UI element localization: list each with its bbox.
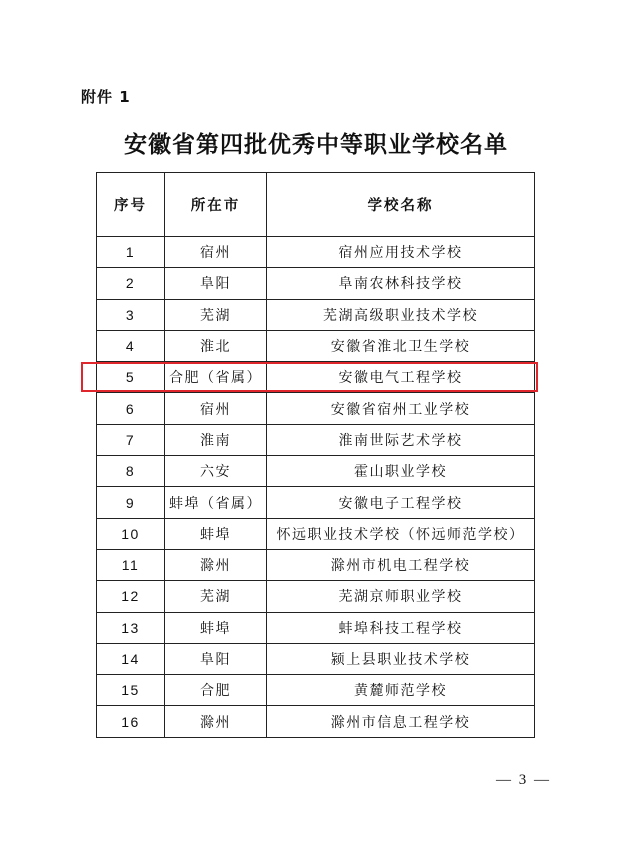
row-city: 滁州 [165, 706, 267, 737]
row-school-name: 蚌埠科技工程学校 [267, 612, 535, 643]
row-city: 蚌埠 [165, 518, 267, 549]
table-row [97, 487, 535, 518]
row-school-name: 滁州市机电工程学校 [267, 549, 535, 580]
row-city: 宿州 [165, 237, 267, 268]
header-city: 所在市 [165, 173, 267, 237]
row-number: 4 [97, 330, 165, 361]
row-city: 宿州 [165, 393, 267, 424]
table-header-row [97, 173, 535, 237]
page-number: — 3 — [496, 772, 551, 788]
table-row [97, 330, 535, 361]
row-number: 13 [97, 612, 165, 643]
row-number: 6 [97, 393, 165, 424]
row-school-name: 颍上县职业技术学校 [267, 643, 535, 674]
row-number: 5 [97, 362, 165, 393]
row-city: 蚌埠 [165, 612, 267, 643]
attachment-label: 附件 1 [81, 88, 131, 106]
row-city: 阜阳 [165, 268, 267, 299]
table-row [97, 549, 535, 580]
row-school-name: 芜湖高级职业技术学校 [267, 299, 535, 330]
row-city: 阜阳 [165, 643, 267, 674]
row-city: 蚌埠（省属） [165, 487, 267, 518]
table-row [97, 456, 535, 487]
row-school-name: 阜南农林科技学校 [267, 268, 535, 299]
document-title: 安徽省第四批优秀中等职业学校名单 [124, 132, 508, 158]
row-number: 11 [97, 549, 165, 580]
row-number: 3 [97, 299, 165, 330]
table-row [97, 581, 535, 612]
row-school-name: 安徽省宿州工业学校 [267, 393, 535, 424]
row-city: 六安 [165, 456, 267, 487]
row-city: 淮北 [165, 330, 267, 361]
header-number: 序号 [97, 173, 165, 237]
table-row [97, 612, 535, 643]
school-list-table [96, 172, 535, 738]
table-row [97, 643, 535, 674]
row-number: 16 [97, 706, 165, 737]
row-school-name: 安徽省淮北卫生学校 [267, 330, 535, 361]
table-row [97, 268, 535, 299]
table-row [97, 675, 535, 706]
row-number: 7 [97, 424, 165, 455]
table-row [97, 299, 535, 330]
row-school-name: 霍山职业学校 [267, 456, 535, 487]
row-city: 合肥 [165, 675, 267, 706]
row-number: 2 [97, 268, 165, 299]
row-school-name: 宿州应用技术学校 [267, 237, 535, 268]
row-number: 14 [97, 643, 165, 674]
header-school-name: 学校名称 [267, 173, 535, 237]
row-school-name: 芜湖京师职业学校 [267, 581, 535, 612]
row-city: 淮南 [165, 424, 267, 455]
table-row [97, 237, 535, 268]
row-school-name: 怀远职业技术学校（怀远师范学校） [267, 518, 535, 549]
row-number: 12 [97, 581, 165, 612]
row-city: 滁州 [165, 549, 267, 580]
row-school-name: 安徽电子工程学校 [267, 487, 535, 518]
row-number: 10 [97, 518, 165, 549]
table-row [97, 706, 535, 737]
row-school-name: 黄麓师范学校 [267, 675, 535, 706]
row-city: 芜湖 [165, 581, 267, 612]
table-row-highlighted [97, 362, 535, 393]
row-city: 合肥（省属） [165, 362, 267, 393]
row-number: 1 [97, 237, 165, 268]
row-school-name: 安徽电气工程学校 [267, 362, 535, 393]
table-row [97, 393, 535, 424]
table-row [97, 518, 535, 549]
row-number: 15 [97, 675, 165, 706]
row-city: 芜湖 [165, 299, 267, 330]
row-school-name: 滁州市信息工程学校 [267, 706, 535, 737]
row-number: 9 [97, 487, 165, 518]
row-school-name: 淮南世际艺术学校 [267, 424, 535, 455]
table-row [97, 424, 535, 455]
row-number: 8 [97, 456, 165, 487]
